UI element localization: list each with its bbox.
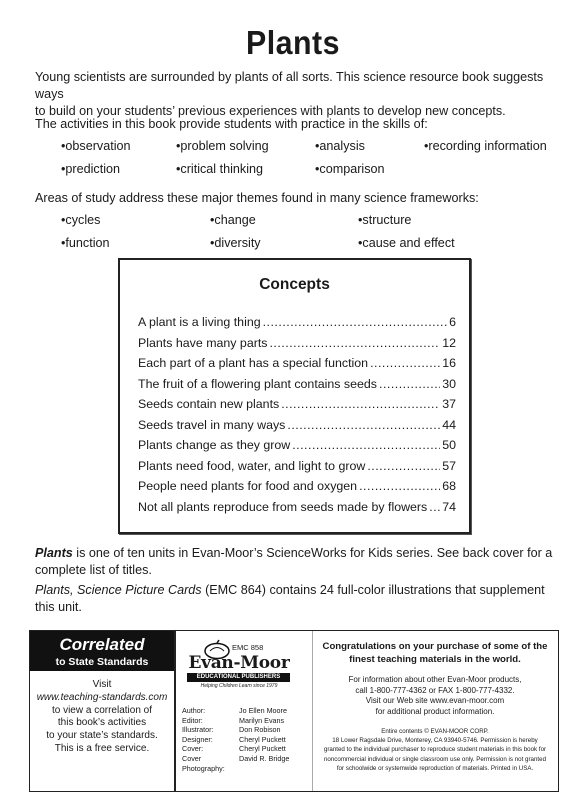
toc-row [138,479,456,493]
intro-line: Young scientists are surrounded by plants of all sorts. This science resource book suggests ways [35,70,544,101]
credit-name: Don Robison [239,725,281,735]
credit-name: Marilyn Evans [239,715,285,725]
skill-item: • problem solving [176,139,269,153]
credits-list [182,706,310,773]
toc-text: A plant is a living thing [138,315,261,329]
emc-number: EMC 858 [232,643,264,652]
themes-intro: Areas of study address these major themes found in many science frameworks: [35,191,479,205]
skills-intro: The activities in this book provide students with practice in the skills of: [35,117,428,131]
publisher-footer [29,630,559,792]
intro-paragraph [35,69,560,120]
credit-role: Editor: [182,715,203,725]
copyright-line: Entire contents © EVAN-MOOR CORP. [381,728,489,735]
toc-page: 16 [442,356,456,370]
theme-item: • change [210,213,256,227]
toc-page: 30 [442,376,456,391]
publisher-band: EDUCATIONAL PUBLISHERS [187,673,290,682]
copyright-text [314,727,556,773]
cards-note-text: this unit. [35,600,82,614]
series-note-title: Plants [35,546,73,560]
toc-text: People need plants for food and oxygen [138,479,358,493]
toc-page: 12 [442,335,456,350]
toc-leader [429,500,440,514]
toc-leader [281,397,440,411]
toc-text: Each part of a plant has a special function [138,356,369,370]
toc-row [138,500,456,514]
toc-leader [359,479,440,493]
copyright-line: for schoolwide or systemwide reproduction of materials. Printed in USA. [336,764,534,772]
cards-note-text: (EMC 864) contains 24 full-color illustrations that supplement [201,583,545,597]
skill-item: • prediction [61,162,120,176]
credit-role: Cover Photography: [182,753,225,773]
toc-text: Plants change as they grow [138,438,291,452]
toc-text: Seeds travel in many ways [138,417,286,432]
info-text [314,675,556,717]
toc-row [138,418,456,432]
theme-item: • function [61,236,110,250]
intro-line: to build on your students’ previous experiences with plants to develop new concepts. [35,104,506,118]
credit-name: David R. Bridge [239,753,290,763]
toc-leader [292,438,440,452]
toc-row [138,397,456,411]
toc-text: The fruit of a flowering plant contains seeds [138,376,377,391]
credit-role: Illustrator: [182,725,214,735]
toc-leader [269,336,440,350]
skill-item: • recording information [424,139,547,153]
toc-page: 57 [442,458,456,473]
congrats-text [314,641,556,666]
cards-note-title: Plants, Science Picture Cards [35,583,202,597]
concepts-title: Concepts [259,276,330,293]
series-note-text: complete list of titles. [35,563,152,577]
info-line: Visit our Web site www.evan-moor.com [365,696,505,705]
concepts-box [118,258,471,534]
correlated-text [30,679,174,756]
theme-item: • structure [358,213,411,227]
toc-text: Seeds contain new plants [138,397,280,411]
toc-row [138,315,456,329]
credit-row [182,706,310,716]
credit-name: Cheryl Puckett [239,744,286,754]
copyright-line: granted to the individual purchaser to reproduce student materials in this book for [323,746,547,754]
toc-text: Not all plants reproduce from seeds made by flowers [138,499,428,514]
congrats-line: Congratulations on your purchase of some of the [322,641,548,652]
credit-row [182,744,310,754]
credit-name: Cheryl Puckett [239,734,286,744]
skill-item: • critical thinking [176,162,263,176]
info-line: for additional product information. [375,706,495,716]
correlated-subtitle: to State Standards [55,656,149,668]
credit-row [182,725,310,735]
publisher-logo: Evan-Moor [188,653,290,673]
toc-row [138,377,456,391]
toc-page: 44 [442,417,456,432]
toc-page: 37 [442,397,456,411]
toc-leader [367,459,440,473]
toc-row [138,336,456,350]
toc-page: 50 [442,438,456,452]
toc-row [138,438,456,452]
correlated-title: Correlated [59,635,145,654]
skill-item: • comparison [315,162,385,176]
toc-leader [287,418,440,432]
toc-text: Plants need food, water, and light to grow [138,458,366,473]
theme-item: • cycles [61,213,100,227]
cards-note [35,582,565,616]
info-line: For information about other Evan-Moor products, [348,675,522,684]
correlated-line: to view a correlation of [51,704,153,716]
theme-item: • diversity [210,236,261,250]
correlated-line: This is a free service. [54,742,150,754]
toc-text: Plants have many parts [138,335,268,350]
series-note-text: is one of ten units in Evan-Moor’s ScienceWorks for Kids series. See back cover for a [72,546,553,560]
toc-row [138,356,456,370]
divider [312,631,313,791]
credit-name: Jo Ellen Moore [239,706,287,715]
toc-leader [263,315,447,329]
credit-row [182,754,310,773]
toc-leader [379,377,440,391]
info-line: call 1-800-777-4362 or FAX 1-800-777-4332. [355,685,515,695]
congrats-line: finest teaching materials in the world. [349,653,521,665]
toc-page: 6 [449,315,456,329]
toc-row [138,459,456,473]
correlated-line: Visit [92,679,112,690]
series-note [35,545,565,579]
correlated-banner [30,631,174,671]
correlated-line: to your state’s standards. [46,730,158,742]
credit-role: Author: [182,706,206,715]
toc-leader [370,356,440,370]
page-title: Plants [246,24,340,61]
copyright-line: noncommercial individual or single classroom use only. Permission is not granted [323,755,547,763]
credit-row [182,735,310,745]
skill-item: • analysis [315,139,365,153]
correlated-line: this book’s activities [57,717,147,729]
toc-page: 68 [442,479,456,493]
credit-row [182,716,310,726]
divider [174,631,176,791]
skill-item: • observation [61,139,131,153]
credit-role: Cover: [182,744,204,754]
publisher-tagline: Helping Children Learn since 1979 [200,683,278,689]
credit-role: Designer: [182,734,213,744]
toc-page: 74 [442,499,456,514]
standards-link[interactable]: www.teaching-standards.com [36,691,168,703]
copyright-line: 18 Lower Ragsdale Drive, Monterey, CA 93940-5746. Permission is hereby [332,737,538,745]
theme-item: • cause and effect [358,236,455,250]
